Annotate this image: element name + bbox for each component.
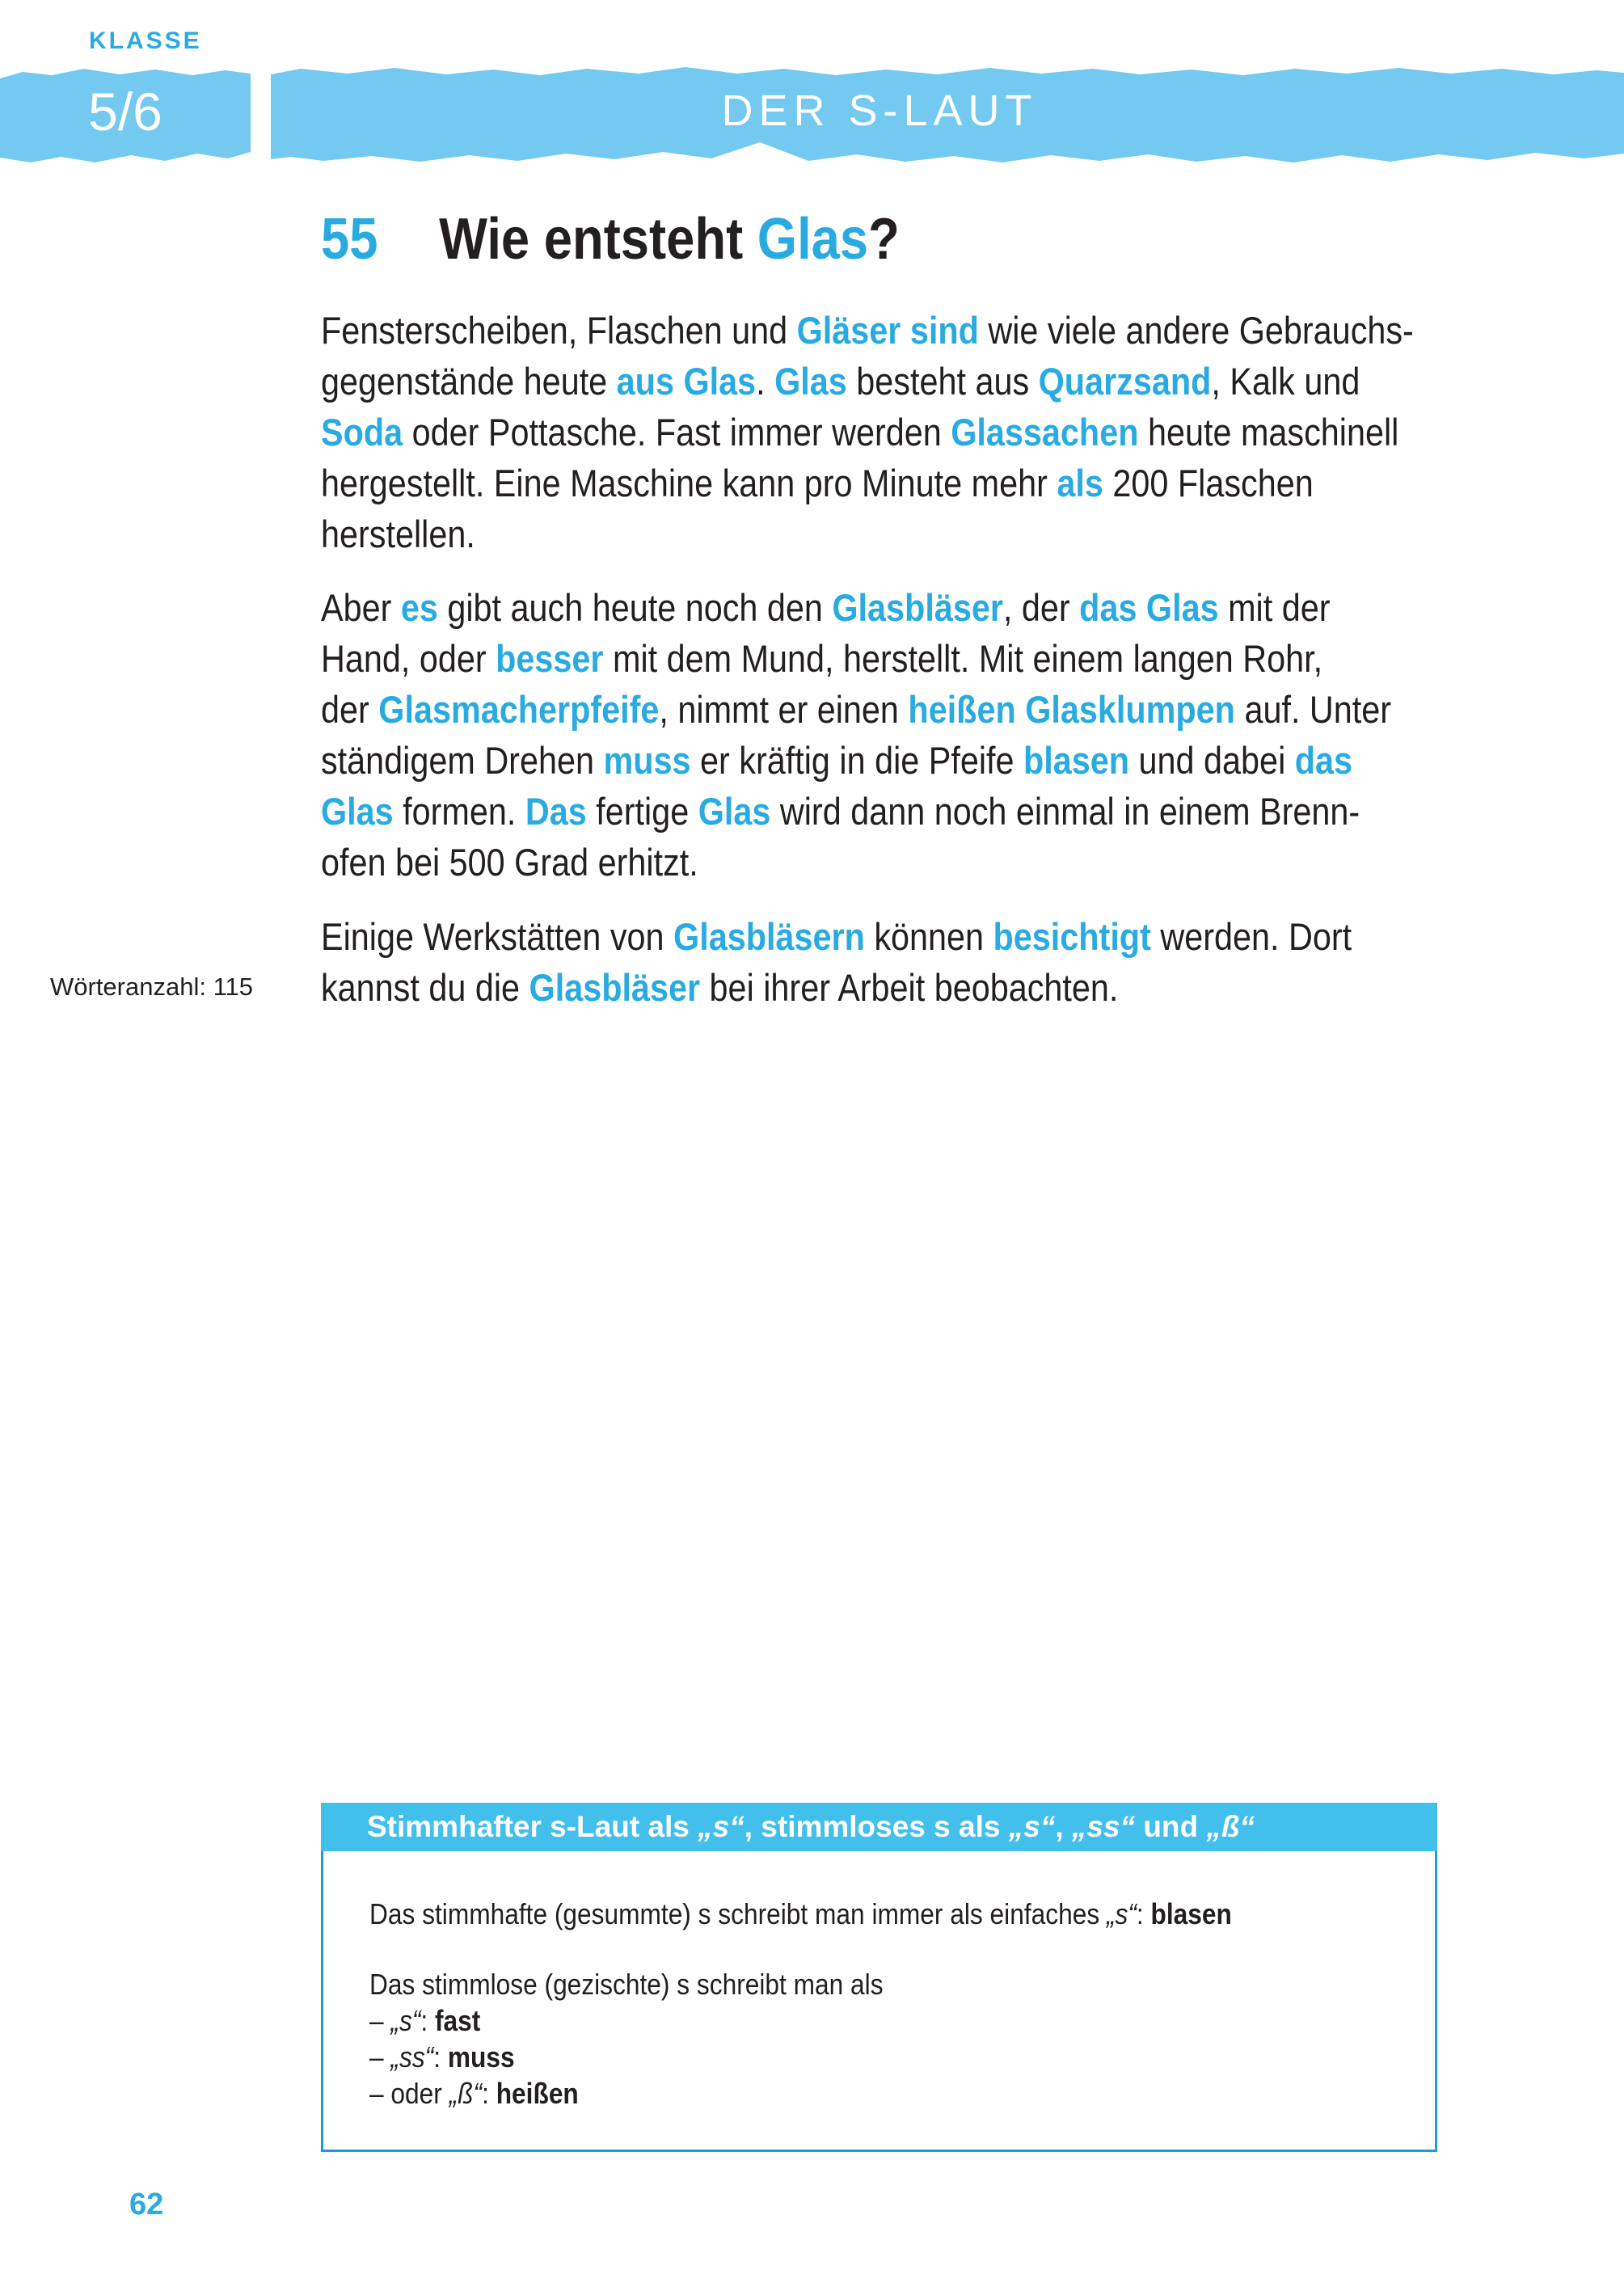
text-segment: Fensterscheiben, Flaschen und — [321, 309, 797, 352]
highlight-word: Das — [525, 790, 587, 833]
text-segment: fertige — [586, 790, 698, 833]
klasse-label: KLASSE — [89, 27, 202, 54]
dictation-paragraph-1 — [321, 305, 1414, 559]
text-segment: : — [420, 2004, 435, 2037]
text-segment: : — [1136, 1897, 1151, 1930]
rule-box — [321, 1803, 1437, 2152]
highlight-word: als — [1057, 462, 1103, 504]
rule-item-sz — [369, 2075, 1232, 2112]
dictation-paragraph-2 — [321, 582, 1391, 888]
text-segment: wird dann noch einmal in einem Brenn- — [770, 790, 1360, 833]
highlight-word: aus Glas — [616, 360, 757, 403]
rule-box-title — [321, 1803, 1437, 1851]
text-segment: gibt auch heute noch den — [437, 586, 833, 629]
exercise-number: 55 — [321, 207, 378, 272]
text-segment: „s“ — [390, 2004, 421, 2037]
text-segment: muss — [447, 2040, 515, 2074]
text-segment: : — [482, 2077, 496, 2110]
text-segment: , stimmloses s als — [744, 1810, 1009, 1843]
text-segment: 200 Flaschen — [1103, 462, 1314, 504]
text-line — [321, 458, 1414, 508]
text-segment: er kräftig in die Pfeife — [690, 739, 1024, 782]
text-segment: blasen — [1150, 1897, 1232, 1930]
text-segment: Das stimmlose (gezischte) s schreibt man als — [369, 1968, 884, 2001]
highlight-word: besichtigt — [993, 915, 1151, 958]
text-segment: hergestellt. Eine Maschine kann pro Minute mehr — [321, 462, 1057, 504]
text-segment: mit dem Mund, herstellt. Mit einem langen Rohr, — [603, 637, 1323, 680]
text-segment: heute maschinell — [1138, 411, 1399, 454]
text-segment: herstellen. — [321, 513, 475, 555]
word-count-note: Wörteranzahl: 115 — [50, 973, 253, 1001]
text-segment: und dabei — [1129, 739, 1295, 782]
highlight-word: Glas — [774, 360, 847, 403]
text-segment: bei ihrer Arbeit beobachten. — [700, 966, 1119, 1009]
text-segment: . — [756, 360, 775, 403]
text-segment: Stimmhafter s-Laut als — [367, 1810, 698, 1843]
text-line — [321, 837, 1391, 888]
text-segment: „ß“ — [449, 2077, 483, 2110]
klasse-value: 5/6 — [88, 82, 162, 141]
highlight-word: Gläser sind — [796, 309, 979, 352]
highlight-word: Glasmacherpfeife — [378, 688, 660, 731]
text-segment: „ß“ — [1206, 1810, 1255, 1843]
highlight-word: Quarzsand — [1038, 360, 1212, 403]
highlight-word: blasen — [1023, 739, 1130, 782]
highlight-word: besser — [496, 637, 604, 680]
exercise-title — [439, 205, 900, 273]
text-segment: – — [369, 2004, 391, 2037]
highlight-word: Glas — [698, 790, 771, 833]
text-segment: , nimmt er einen — [659, 688, 909, 731]
text-line — [321, 305, 1414, 356]
text-segment: ? — [868, 207, 900, 272]
text-line — [321, 962, 1352, 1013]
rule-item-ss — [369, 2039, 1232, 2075]
highlight-word: Glasbläsern — [673, 915, 865, 958]
highlight-word: muss — [603, 739, 691, 782]
text-segment: „s“ — [698, 1810, 745, 1843]
text-line — [321, 786, 1391, 837]
rule-item-s — [369, 2002, 1232, 2039]
text-segment: der — [321, 688, 379, 731]
page-number: 62 — [129, 2188, 164, 2221]
text-line — [321, 407, 1414, 458]
text-segment: – — [369, 2040, 391, 2074]
highlight-word: Glas — [757, 207, 869, 272]
rule-line-voiced — [369, 1896, 1232, 1932]
text-segment: Hand, oder — [321, 637, 496, 680]
exercise-heading — [321, 205, 900, 273]
highlight-word: das Glas — [1079, 586, 1219, 629]
highlight-word: Glasbläser — [529, 966, 701, 1009]
text-segment: heißen — [496, 2077, 579, 2110]
text-segment: ofen bei 500 Grad erhitzt. — [321, 841, 698, 884]
text-segment: , der — [1002, 586, 1080, 629]
text-segment: „s“ — [1106, 1897, 1137, 1930]
text-segment: Einige Werkstätten von — [321, 915, 674, 958]
highlight-word: Glassachen — [951, 411, 1139, 454]
rule-line-voiceless — [369, 1966, 1232, 2002]
text-segment: oder Pottasche. Fast immer werden — [403, 411, 951, 454]
text-segment: mit der — [1218, 586, 1331, 629]
text-segment: : — [433, 2040, 448, 2074]
text-segment: gegenstände heute — [321, 360, 617, 403]
text-segment: und — [1135, 1810, 1207, 1843]
highlight-word: es — [400, 586, 438, 629]
text-segment: Wie entsteht — [439, 207, 757, 272]
text-segment: wie viele andere Gebrauchs- — [978, 309, 1414, 352]
text-line — [321, 582, 1391, 633]
text-segment: kannst du die — [321, 966, 529, 1009]
text-segment: Das stimmhafte (gesummte) s schreibt man immer als einfaches — [369, 1897, 1107, 1930]
text-line — [321, 911, 1352, 962]
highlight-word: Soda — [321, 411, 403, 454]
text-segment: formen. — [393, 790, 525, 833]
dictation-paragraph-3 — [321, 911, 1352, 1013]
text-segment: , Kalk und — [1211, 360, 1360, 403]
text-segment: können — [864, 915, 993, 958]
text-line — [321, 684, 1391, 735]
text-segment: auf. Unter — [1234, 688, 1392, 731]
text-segment: „ss“ — [390, 2040, 434, 2074]
text-segment: werden. Dort — [1150, 915, 1352, 958]
text-line — [321, 356, 1414, 407]
highlight-word: das — [1294, 739, 1353, 782]
highlight-word: Glas — [321, 790, 394, 833]
text-segment: – oder — [369, 2077, 449, 2110]
text-segment: „ss“ — [1071, 1810, 1136, 1843]
text-line — [321, 735, 1391, 786]
rule-box-body — [369, 1896, 1232, 2112]
text-segment: besteht aus — [846, 360, 1039, 403]
text-segment: fast — [434, 2004, 481, 2037]
text-segment: Aber — [321, 586, 401, 629]
text-segment: , — [1055, 1810, 1072, 1843]
text-line — [321, 633, 1391, 684]
banner-title: DER S-LAUT — [721, 86, 1038, 135]
text-line — [321, 508, 1414, 559]
highlight-word: heißen Glasklumpen — [908, 688, 1235, 731]
text-segment: ständigem Drehen — [321, 739, 604, 782]
highlight-word: Glasbläser — [832, 586, 1003, 629]
text-segment: „s“ — [1008, 1810, 1056, 1843]
